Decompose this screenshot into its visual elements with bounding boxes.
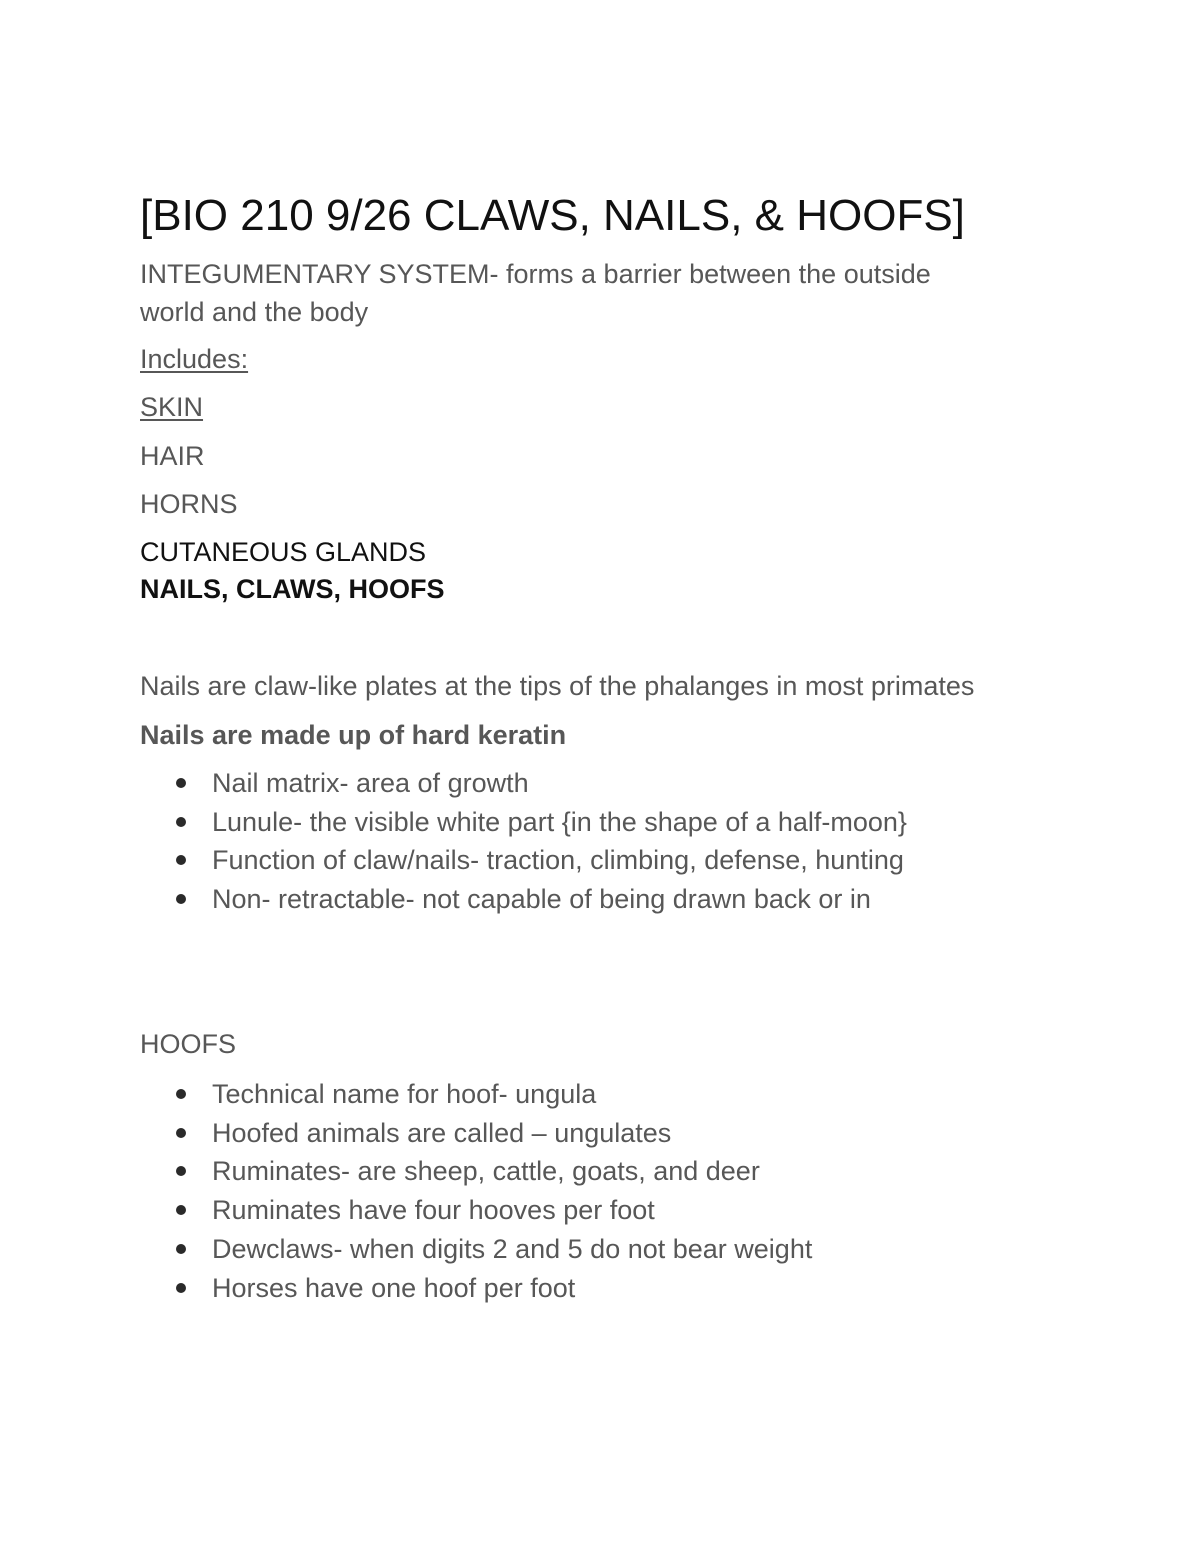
list-item-text: Non- retractable- not capable of being drawn back or in	[212, 884, 871, 915]
list-item-text: Ruminates- are sheep, cattle, goats, and deer	[212, 1156, 760, 1187]
bullet-icon	[176, 778, 186, 788]
list-item-text: Horses have one hoof per foot	[212, 1272, 576, 1303]
list-item-text: Ruminates have four hooves per foot	[212, 1195, 655, 1226]
bullet-icon	[176, 894, 186, 904]
include-item-cutaneous-glands: CUTANEOUS GLANDS	[140, 537, 427, 567]
nails-intro: Nails are claw-like plates at the tips of the phalanges in most primates	[140, 671, 975, 701]
list-item-text: Lunule- the visible white part {in the shape of a half-moon}	[212, 806, 907, 837]
list-item	[140, 1230, 812, 1269]
include-item-hair: HAIR	[140, 441, 205, 471]
nails-bullet-list	[140, 764, 907, 919]
bullet-icon	[176, 1166, 186, 1176]
include-item-skin: SKIN	[140, 392, 204, 422]
list-item-text: Function of claw/nails- traction, climbing, defense, hunting	[212, 845, 904, 876]
list-item	[140, 1075, 812, 1114]
bullet-icon	[176, 817, 186, 827]
include-item-nails-claws-hoofs: NAILS, CLAWS, HOOFS	[140, 574, 445, 604]
list-item-text: Nail matrix- area of growth	[212, 768, 529, 798]
list-item-text: Hoofed animals are called – ungulates	[212, 1117, 672, 1148]
list-item	[140, 1114, 812, 1153]
list-item	[140, 803, 907, 842]
page-title: [BIO 210 9/26 CLAWS, NAILS, & HOOFS]	[140, 191, 965, 240]
hoofs-bullet-list	[140, 1075, 812, 1307]
list-item	[140, 1269, 812, 1308]
list-item-text: Dewclaws- when digits 2 and 5 do not bear weight	[212, 1233, 813, 1264]
list-item	[140, 880, 907, 919]
list-item	[140, 841, 907, 880]
list-item	[140, 1152, 812, 1191]
bullet-icon	[176, 1128, 186, 1138]
list-item-text: Technical name for hoof- ungula	[212, 1079, 597, 1109]
bullet-icon	[176, 855, 186, 865]
includes-label: Includes:	[140, 344, 249, 374]
intro-line-2: world and the body	[140, 297, 369, 327]
list-item	[140, 764, 907, 803]
list-item	[140, 1191, 812, 1230]
bullet-icon	[176, 1244, 186, 1254]
intro-line-1: INTEGUMENTARY SYSTEM- forms a barrier between the outside	[140, 259, 931, 289]
bullet-icon	[176, 1283, 186, 1293]
include-item-horns: HORNS	[140, 489, 238, 519]
nails-heading: Nails are made up of hard keratin	[140, 720, 567, 750]
bullet-icon	[176, 1089, 186, 1099]
hoofs-heading: HOOFS	[140, 1029, 237, 1059]
bullet-icon	[176, 1205, 186, 1215]
